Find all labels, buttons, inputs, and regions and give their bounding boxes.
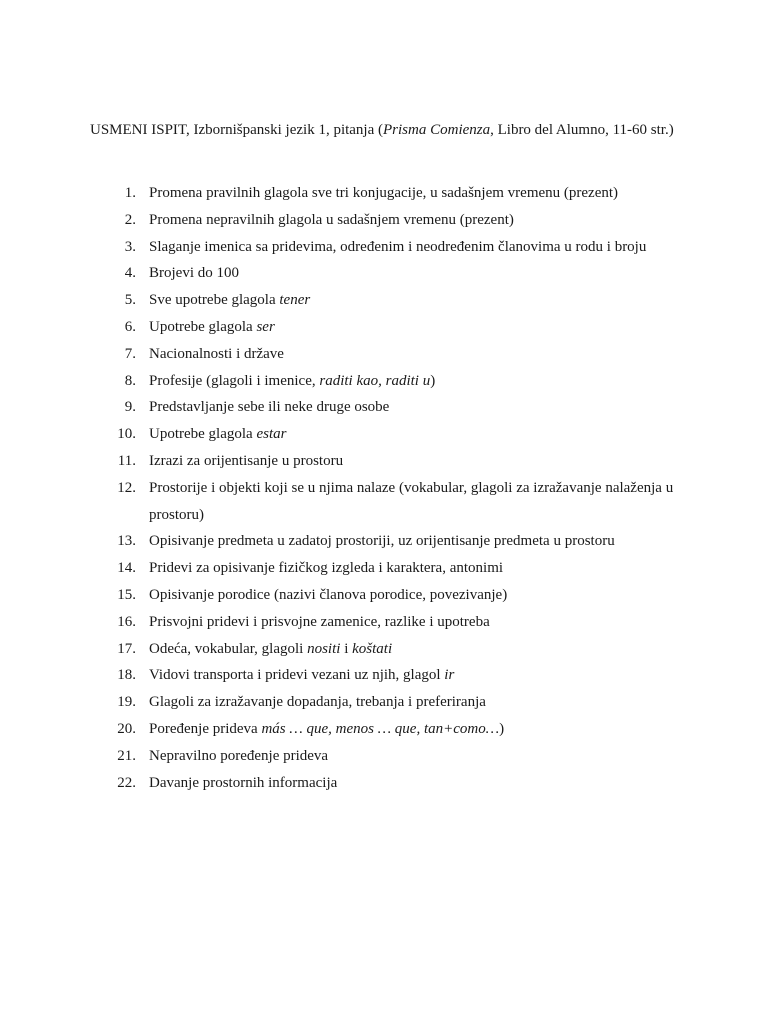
list-item-text (149, 234, 690, 261)
list-item (90, 260, 690, 287)
list-item-text-plain: Upotrebe glagola (149, 426, 257, 443)
list-item-text-plain: Odeća, vokabular, glagoli (149, 640, 308, 657)
list-item-text (149, 287, 690, 314)
list-item-text-plain: Upotrebe glagola (149, 318, 257, 335)
list-item (90, 394, 690, 421)
list-item (90, 448, 690, 475)
list-item (90, 287, 690, 314)
heading-book-title: Prisma Comienza (383, 122, 491, 138)
list-item (90, 528, 690, 555)
list-item-text (149, 609, 690, 636)
list-item-text-plain: Izrazi za orijentisanje u prostoru (149, 452, 344, 469)
list-item-number: 11. (117, 452, 136, 469)
list-item (90, 689, 690, 716)
list-item-number: 5. (124, 292, 136, 309)
list-item (90, 743, 690, 770)
list-item-text-italic: raditi kao, raditi u (319, 372, 431, 389)
list-item-text-plain: Opisivanje porodice (nazivi članova porodice, povezivanje) (149, 586, 508, 603)
list-item-text (149, 582, 690, 609)
list-item-number: 22. (117, 774, 136, 791)
list-item-text (149, 448, 690, 475)
list-item-text-plain: Predstavljanje sebe ili neke druge osobe (149, 399, 390, 416)
list-item-text (149, 555, 690, 582)
list-item-text-plain: Brojevi do 100 (149, 265, 239, 282)
document-heading (90, 117, 690, 143)
list-item-text-after: ) (499, 720, 505, 737)
list-item-number: 8. (124, 372, 136, 389)
list-item-text-plain: Nacionalnosti i države (149, 345, 284, 362)
question-list (90, 180, 690, 796)
list-item-text (149, 475, 690, 529)
list-item (90, 368, 690, 395)
list-item-text (149, 528, 690, 555)
list-item (90, 582, 690, 609)
list-item-text (149, 689, 690, 716)
list-item-number: 6. (124, 318, 136, 335)
list-item-number: 9. (124, 399, 136, 416)
list-item-number: 19. (117, 694, 136, 711)
list-item-number: 13. (117, 533, 136, 550)
list-item-number: 16. (117, 613, 136, 630)
list-item-text-plain: Opisivanje predmeta u zadatoj prostoriji, uz orijentisanje predmeta u prostoru (149, 533, 615, 550)
list-item (90, 207, 690, 234)
list-item-text-plain: Promena pravilnih glagola sve tri konjugacije, u sadašnjem vremenu (prezent) (149, 185, 619, 201)
list-item-text-plain: Poređenje prideva (149, 720, 262, 737)
list-item-number: 2. (124, 211, 136, 228)
list-item-text-after: ) (430, 372, 436, 389)
list-item-text (149, 341, 690, 368)
list-item (90, 341, 690, 368)
list-item (90, 421, 690, 448)
list-item (90, 770, 690, 797)
list-item-text-italic: koštati (352, 640, 393, 657)
list-item-text-after: i (340, 640, 353, 657)
list-item-text-plain: Slaganje imenica sa pridevima, određenim i neodređenim članovima u rodu i broju (149, 238, 647, 255)
list-item-text-plain: Nepravilno poređenje prideva (149, 747, 329, 764)
list-item-number: 4. (124, 265, 136, 282)
list-item-text (149, 207, 690, 234)
list-item-text-italic: estar (256, 426, 287, 443)
list-item-number: 15. (117, 586, 136, 603)
list-item-text (149, 662, 690, 689)
list-item-text-italic: más … que, menos … que, tan+como… (261, 720, 500, 737)
list-item (90, 662, 690, 689)
heading-text-end: , Libro del Alumno, 11-60 str.) (490, 122, 674, 138)
list-item (90, 716, 690, 743)
list-item-number: 21. (117, 747, 136, 764)
list-item-text-italic: ir (444, 667, 455, 684)
list-item-text (149, 770, 690, 797)
list-item-text-plain: Prostorije i objekti koji se u njima nalaze (vokabular, glagoli za izražavanje nalaženja u prostoru) (149, 479, 674, 523)
list-item-text-plain: Vidovi transporta i pridevi vezani uz njih, glagol (149, 667, 445, 684)
list-item-text-italic: nositi (307, 640, 341, 657)
heading-text-start: USMENI ISPIT, Izbornišpanski jezik 1, pitanja ( (90, 122, 384, 138)
list-item-number: 7. (124, 345, 136, 362)
list-item-text (149, 314, 690, 341)
list-item (90, 609, 690, 636)
list-item-text (149, 368, 690, 395)
list-item (90, 636, 690, 663)
list-item-text-plain: Sve upotrebe glagola (149, 292, 280, 309)
list-item-number: 3. (124, 238, 136, 255)
list-item-text-plain: Prisvojni pridevi i prisvojne zamenice, razlike i upotreba (149, 613, 490, 630)
list-item-number: 1. (124, 185, 136, 201)
list-item-text-italic: tener (279, 292, 311, 309)
list-item-text (149, 743, 690, 770)
list-item-number: 17. (117, 640, 136, 657)
list-item-text (149, 180, 690, 207)
list-item-number: 10. (117, 426, 136, 443)
list-item-number: 20. (117, 720, 136, 737)
list-item-text-plain: Pridevi za opisivanje fizičkog izgleda i karaktera, antonimi (149, 560, 504, 577)
list-item-text (149, 716, 690, 743)
list-item (90, 475, 690, 529)
list-item-number: 14. (117, 560, 136, 577)
list-item-text (149, 394, 690, 421)
list-item-text-plain: Davanje prostornih informacija (149, 774, 338, 791)
list-item-text-plain: Glagoli za izražavanje dopadanja, trebanja i preferiranja (149, 694, 486, 711)
list-item-text-plain: Promena nepravilnih glagola u sadašnjem vremenu (prezent) (149, 211, 514, 228)
list-item-text-plain: Profesije (glagoli i imenice, (149, 372, 320, 389)
list-item-text (149, 421, 690, 448)
list-item-number: 12. (117, 479, 136, 496)
list-item (90, 555, 690, 582)
list-item (90, 180, 690, 207)
list-item-text (149, 260, 690, 287)
list-item-text (149, 636, 690, 663)
list-item (90, 314, 690, 341)
list-item (90, 234, 690, 261)
list-item-text-italic: ser (256, 318, 275, 335)
list-item-number: 18. (117, 667, 136, 684)
